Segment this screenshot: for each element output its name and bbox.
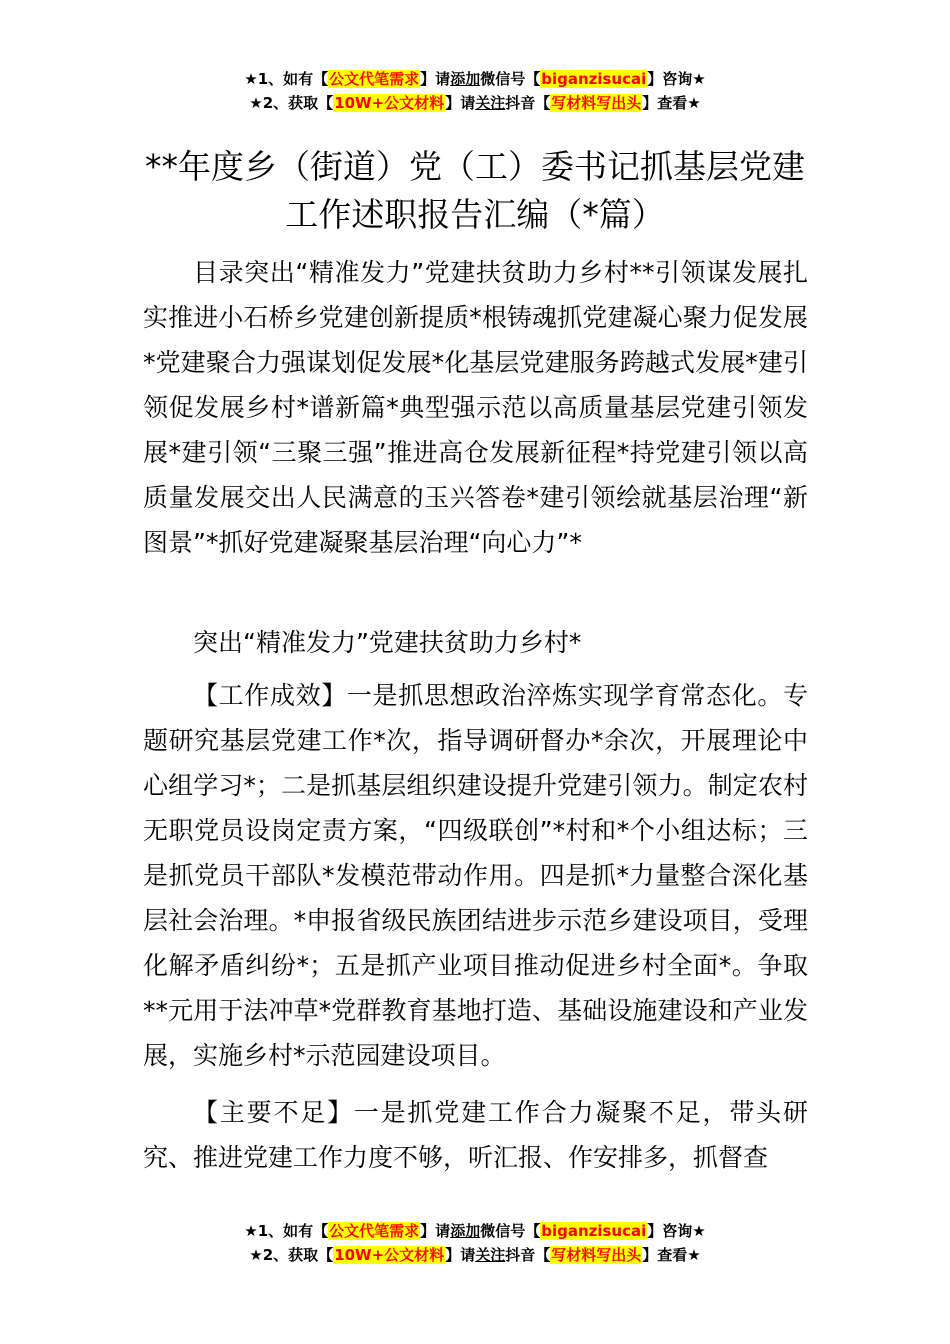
banner-highlight-douyin-account: 写材料写出头 xyxy=(551,94,642,112)
top-ad-banner xyxy=(0,67,950,115)
bottom-ad-banner xyxy=(0,1219,950,1267)
banner-underlined-follow: 关注 xyxy=(475,94,506,112)
banner-line-1-text-2: 微信号【 xyxy=(480,70,541,88)
banner-underlined-add: 添加 xyxy=(450,1222,481,1240)
main-shortcomings-paragraph: 【主要不足】一是抓党建工作合力凝聚不足，带头研究、推进党建工作力度不够，听汇报、作安排多，抓督查 xyxy=(143,1098,808,1172)
banner-line-2-prefix: ★2、获取【 xyxy=(249,1246,334,1264)
banner-underlined-follow: 关注 xyxy=(475,1246,506,1264)
banner-line-1 xyxy=(0,1219,950,1243)
table-of-contents-paragraph: 目录突出“精准发力”党建扶贫助力乡村**引领谋发展扎实推进小石桥乡党建创新提质*根铸魂抓党建凝心聚力促发展*党建聚合力强谋划促发展*化基层党建服务跨越式发展*建引领促发展乡村*谱新篇*典型强示范以高质量基层党建引领发展*建引领“三聚三强”推进高仓发展新征程*持党建引领以高质量发展交出人民满意的玉兴答卷*建引领绘就基层治理“新图景”*抓好党建凝聚基层治理“向心力”* xyxy=(143,258,808,557)
banner-line-2 xyxy=(0,1243,950,1267)
banner-line-2-prefix: ★2、获取【 xyxy=(249,94,334,112)
banner-highlight-wechat-id: biganzisucai xyxy=(541,1222,647,1240)
banner-highlight-wechat-id: biganzisucai xyxy=(541,70,647,88)
banner-line-1-suffix: 】咨询★ xyxy=(647,1222,706,1240)
banner-underlined-add: 添加 xyxy=(450,70,481,88)
banner-line-1-text: 】请 xyxy=(420,1222,451,1240)
banner-highlight-service: 公文代笔需求 xyxy=(329,70,420,88)
banner-highlight-materials: 10W+公文材料 xyxy=(334,1246,445,1264)
section-heading: 突出“精准发力”党建扶贫助力乡村* xyxy=(193,628,582,657)
banner-line-2-text: 】请 xyxy=(445,94,476,112)
banner-line-2-suffix: 】查看★ xyxy=(642,1246,701,1264)
banner-highlight-douyin-account: 写材料写出头 xyxy=(551,1246,642,1264)
banner-line-2-text-2: 抖音【 xyxy=(505,1246,551,1264)
banner-line-1-text-2: 微信号【 xyxy=(480,1222,541,1240)
work-achievements-paragraph: 【工作成效】一是抓思想政治淬炼实现学育常态化。专题研究基层党建工作*次，指导调研督办*余次，开展理论中心组学习*；二是抓基层组织建设提升党建引领力。制定农村无职党员设岗定责方案，“四级联创”*村和*个小组达标；三是抓党员干部队*发模范带动作用。四是抓*力量整合深化基层社会治理。*申报省级民族团结进步示范乡建设项目，受理化解矛盾纠纷*；五是抓产业项目推动促进乡村全面*。争取**元用于法冲草*党群教育基地打造、基础设施建设和产业发展，实施乡村*示范园建设项目。 xyxy=(143,681,808,1070)
banner-line-1 xyxy=(0,67,950,91)
banner-highlight-service: 公文代笔需求 xyxy=(329,1222,420,1240)
banner-line-1-suffix: 】咨询★ xyxy=(647,70,706,88)
banner-line-2-text: 】请 xyxy=(445,1246,476,1264)
document-title: **年度乡（街道）党（工）委书记抓基层党建工作述职报告汇编（*篇） xyxy=(145,147,805,234)
banner-line-2-text-2: 抖音【 xyxy=(505,94,551,112)
banner-line-2 xyxy=(0,91,950,115)
banner-line-2-suffix: 】查看★ xyxy=(642,94,701,112)
banner-line-1-text: 】请 xyxy=(420,70,451,88)
banner-line-1-prefix: ★1、如有【 xyxy=(244,1222,329,1240)
banner-line-1-prefix: ★1、如有【 xyxy=(244,70,329,88)
banner-highlight-materials: 10W+公文材料 xyxy=(334,94,445,112)
